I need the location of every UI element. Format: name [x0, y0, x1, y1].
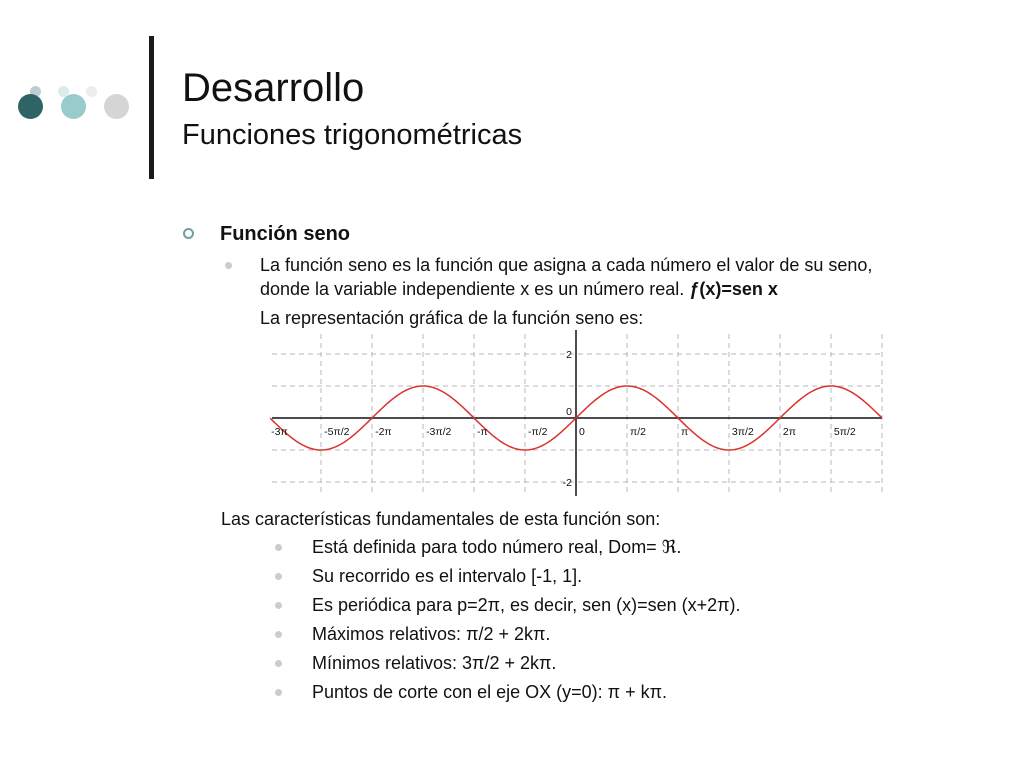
graph-intro: La representación gráfica de la función seno es: — [260, 308, 644, 328]
x-tick-label: 5π/2 — [833, 426, 856, 438]
x-tick-label: 3π/2 — [731, 426, 754, 438]
x-tick-label: π/2 — [629, 426, 646, 438]
x-tick-label: 2π — [782, 426, 796, 438]
header-dot-dark — [18, 94, 43, 119]
y-tick-label: 2 — [566, 349, 572, 361]
header-dot-small-3 — [86, 86, 97, 97]
paragraph-bullet-icon — [225, 262, 232, 269]
chart-grid — [272, 334, 882, 496]
characteristic-bullet-icon — [275, 544, 282, 551]
characteristic-item: Puntos de corte con el eje OX (y=0): π + kπ. — [312, 682, 668, 702]
x-tick-label: -3π — [271, 426, 288, 438]
chart-axes — [272, 330, 882, 496]
y-tick-label: 0 — [566, 406, 572, 418]
x-tick-label: -π/2 — [528, 426, 548, 438]
x-tick-label: -3π/2 — [426, 426, 452, 438]
slide-title: Desarrollo — [182, 66, 365, 110]
title-divider — [149, 36, 154, 179]
characteristic-bullet-icon — [275, 660, 282, 667]
characteristic-item: Está definida para todo número real, Dom= ℜ. — [312, 537, 682, 557]
characteristic-bullet-icon — [275, 689, 282, 696]
paragraph-line-2 — [260, 277, 778, 301]
sine-chart — [265, 330, 890, 498]
section-heading: Función seno — [220, 223, 350, 245]
x-tick-label: 0 — [579, 426, 585, 438]
x-tick-label: -π — [477, 426, 488, 438]
y-tick-label: -2 — [562, 477, 572, 489]
formula: ƒ(x)=sen x — [689, 279, 778, 299]
characteristic-bullet-icon — [275, 573, 282, 580]
characteristic-bullet-icon — [275, 631, 282, 638]
paragraph-line-2-text: donde la variable independiente x es un número real. — [260, 279, 685, 299]
heading-bullet-icon — [183, 228, 194, 239]
header-dot-gray — [104, 94, 129, 119]
slide-subtitle: Funciones trigonométricas — [182, 119, 523, 151]
x-tick-label: -5π/2 — [324, 426, 350, 438]
header-dot-teal — [61, 94, 86, 119]
chart-labels — [271, 349, 856, 489]
x-tick-label: π — [680, 426, 689, 438]
characteristic-item: Máximos relativos: π/2 + 2kπ. — [312, 624, 551, 644]
paragraph-line-1: La función seno es la función que asigna a cada número el valor de su seno, — [260, 255, 873, 275]
characteristic-bullet-icon — [275, 602, 282, 609]
characteristic-item: Mínimos relativos: 3π/2 + 2kπ. — [312, 653, 557, 673]
characteristics-intro: Las características fundamentales de esta función son: — [221, 509, 661, 529]
characteristic-item: Su recorrido es el intervalo [-1, 1]. — [312, 566, 583, 586]
characteristic-item: Es periódica para p=2π, es decir, sen (x)=sen (x+2π). — [312, 595, 741, 615]
x-tick-label: -2π — [375, 426, 392, 438]
